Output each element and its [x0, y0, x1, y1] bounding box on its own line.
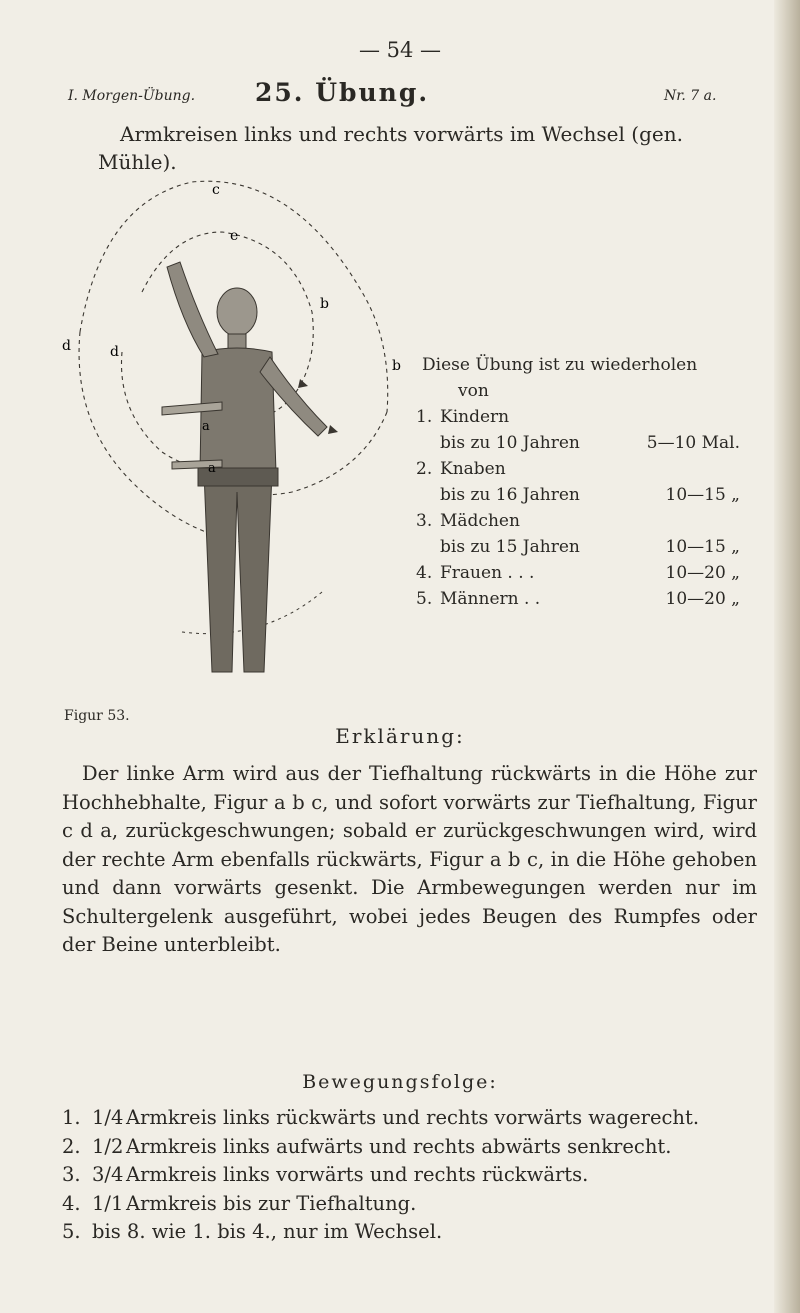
label-e: e [230, 228, 239, 244]
label-b-outer: b [392, 358, 401, 374]
note-lead-line1: Diese Übung ist zu wiederholen [422, 355, 698, 375]
note-lead-line2: von [458, 381, 489, 401]
list-item: 1. Kindern [416, 407, 510, 427]
label-b-inner: b [320, 296, 329, 312]
figure-53-illustration [62, 172, 422, 692]
label-a-lower: a [208, 461, 216, 476]
movement-sequence-list [62, 1104, 762, 1247]
label-a-upper: a [202, 419, 210, 434]
label-d-inner: d [110, 344, 119, 360]
explanation-heading: Erklärung: [335, 724, 465, 748]
list-item-detail: bis zu 15 Jahren 10—15 „ [440, 537, 740, 557]
figure-caption: Figur 53. [64, 708, 130, 724]
exercise-title: 25. Übung. [255, 78, 430, 107]
list-item: 2. Knaben [416, 459, 506, 479]
head [217, 288, 257, 336]
page-number: — 54 — [358, 38, 442, 62]
label-c: c [212, 182, 220, 198]
list-item: 5. Männern . . 10—20 „ [416, 589, 740, 609]
left-arm-raised [167, 262, 218, 357]
page-edge-shadow [774, 0, 800, 1313]
movement-sequence-heading: Bewegungsfolge: [302, 1071, 498, 1093]
explanation-paragraph: Der linke Arm wird aus der Tiefhaltung rückwärts in die Höhe zur Hochhebhalte, Figur a b c, und sofort vorwärts zur Tiefhaltung, Figur c d a, zurückgeschwungen; sobald er zurückgeschwungen wird, wird der rechte Arm ebenfalls rückwärts, Figur a b c, in die Höhe gehoben und dann vorwärts gesenkt. Die Armbewegungen werden nur im Schultergelenk ausgeführt, wobei jedes Beugen des Rumpfes oder der Beine unterbleibt. [62, 762, 757, 956]
list-item-detail: bis zu 16 Jahren 10—15 „ [440, 485, 740, 505]
list-item: 2. 1/2 Armkreis links aufwärts und rechts abwärts senkrecht. [62, 1134, 672, 1158]
header-left: I. Morgen-Übung. [68, 88, 196, 104]
list-item: 3. Mädchen [416, 511, 520, 531]
legs [204, 472, 272, 672]
arrow-inner [298, 379, 308, 388]
repetition-note [416, 352, 746, 612]
list-item: 4. Frauen . . . 10—20 „ [416, 563, 740, 583]
list-item-detail: bis zu 10 Jahren 5—10 Mal. [440, 433, 740, 453]
exercise-subtitle: Armkreisen links und rechts vorwärts im Wechsel (gen. Mühle). [98, 122, 683, 174]
header-right: Nr. 7 a. [664, 88, 717, 104]
arrow-outer [328, 425, 338, 434]
label-d-outer: d [62, 338, 71, 354]
list-item: 1. 1/4 Armkreis links rückwärts und rechts vorwärts wagerecht. [62, 1106, 700, 1129]
list-item: 5. bis 8. wie 1. bis 4., nur im Wechsel. [62, 1220, 443, 1243]
list-item: 3. 3/4 Armkreis links vorwärts und rechts rückwärts. [62, 1163, 589, 1186]
list-item: 4. 1/1 Armkreis bis zur Tiefhaltung. [62, 1191, 417, 1215]
